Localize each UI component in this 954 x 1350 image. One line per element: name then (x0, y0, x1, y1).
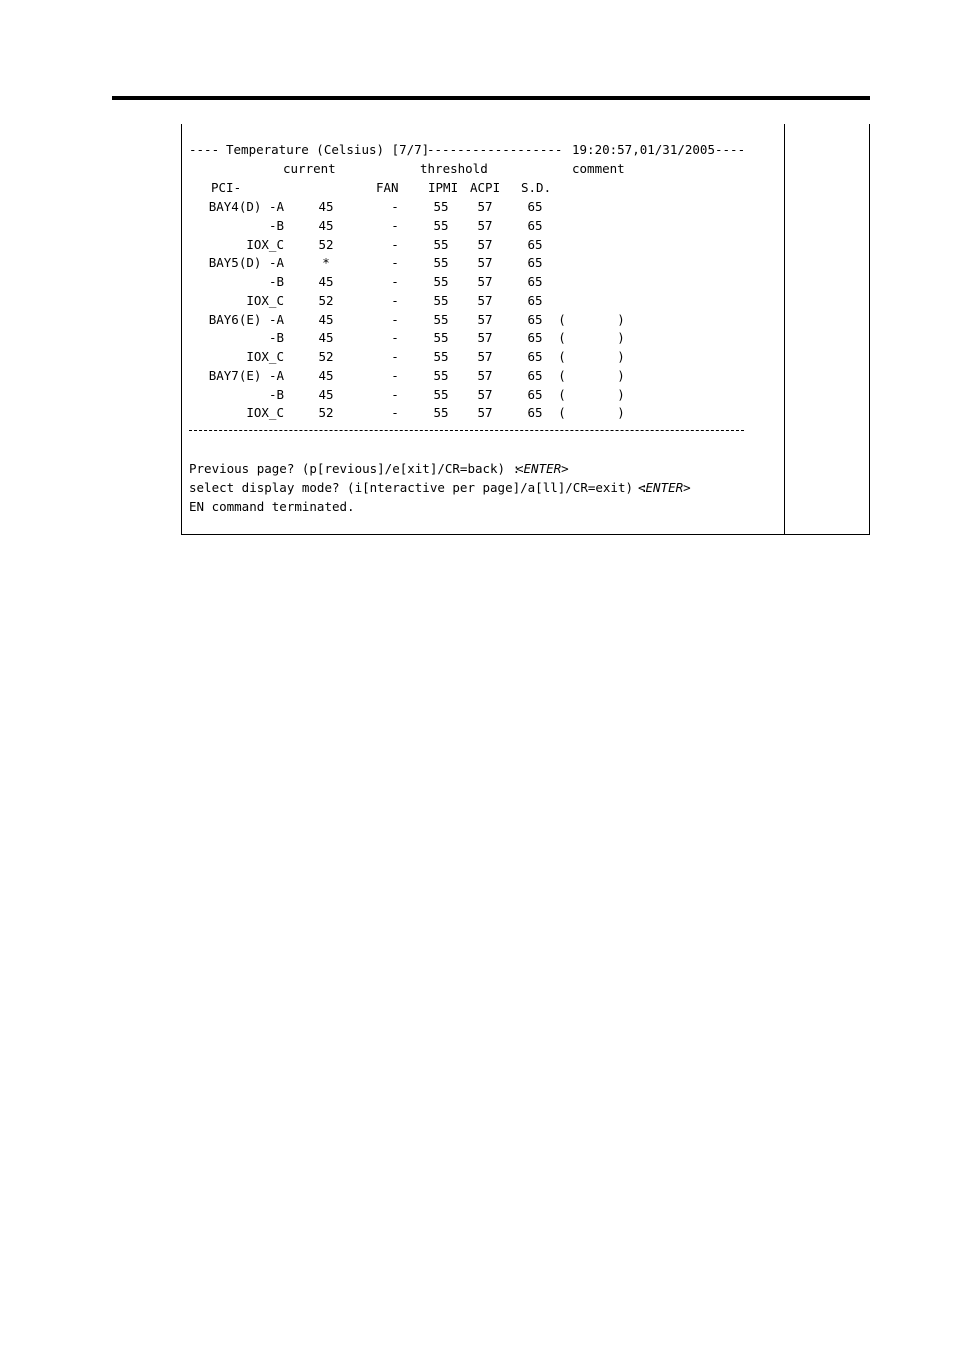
row-fan: - (391, 237, 399, 252)
row-acpi: 57 (477, 330, 493, 345)
row-acpi: 57 (477, 349, 493, 364)
threshold-group-header: threshold (420, 161, 488, 176)
row-fan: - (391, 218, 399, 233)
row-sd: 65 (527, 199, 543, 214)
row-fan: - (391, 330, 399, 345)
row-acpi: 57 (477, 199, 493, 214)
row-sd: 65 (527, 255, 543, 270)
row-current: 45 (318, 199, 334, 214)
row-current: 45 (318, 218, 334, 233)
row-label: -B (268, 218, 284, 233)
row-comment-open: ( (558, 405, 566, 420)
row-current: 52 (318, 237, 334, 252)
row-comment-close: ) (617, 387, 625, 402)
sd-column-header: S.D. (521, 180, 552, 195)
row-fan: - (391, 274, 399, 289)
row-current: 45 (318, 330, 334, 345)
row-label: -B (268, 274, 284, 289)
row-label: IOX_C (246, 349, 284, 364)
row-current: 45 (318, 312, 334, 327)
row-ipmi: 55 (433, 349, 449, 364)
row-comment-open: ( (558, 368, 566, 383)
section-label: PCI- (211, 180, 242, 195)
row-fan: - (391, 199, 399, 214)
row-current: 52 (318, 293, 334, 308)
header-suffix: ---- (715, 142, 746, 157)
row-acpi: 57 (477, 368, 493, 383)
row-label: BAY4(D) -A (208, 199, 284, 214)
row-acpi: 57 (477, 274, 493, 289)
row-label: BAY7(E) -A (208, 368, 284, 383)
row-ipmi: 55 (433, 199, 449, 214)
current-group-header: current (283, 161, 336, 176)
row-current: 45 (318, 274, 334, 289)
display-mode-input[interactable]: <ENTER> (638, 480, 691, 495)
row-acpi: 57 (477, 218, 493, 233)
row-sd: 65 (527, 218, 543, 233)
row-ipmi: 55 (433, 274, 449, 289)
row-acpi: 57 (477, 312, 493, 327)
row-ipmi: 55 (433, 293, 449, 308)
row-ipmi: 55 (433, 405, 449, 420)
row-sd: 65 (527, 368, 543, 383)
row-current: 45 (318, 387, 334, 402)
row-sd: 65 (527, 330, 543, 345)
display-mode-prompt: select display mode? (i[nteractive per page]/a[ll]/CR=exit) : (189, 480, 649, 495)
row-acpi: 57 (477, 405, 493, 420)
row-fan: - (391, 405, 399, 420)
row-sd: 65 (527, 312, 543, 327)
acpi-column-header: ACPI (470, 180, 501, 195)
row-sd: 65 (527, 274, 543, 289)
timestamp: 19:20:57,01/31/2005 (572, 142, 715, 157)
row-fan: - (391, 255, 399, 270)
row-comment-close: ) (617, 312, 625, 327)
row-sd: 65 (527, 387, 543, 402)
row-sd: 65 (527, 237, 543, 252)
row-fan: - (391, 293, 399, 308)
table-divider (189, 430, 744, 431)
row-ipmi: 55 (433, 312, 449, 327)
row-comment-open: ( (558, 330, 566, 345)
row-fan: - (391, 368, 399, 383)
row-sd: 65 (527, 293, 543, 308)
side-column (783, 124, 870, 535)
row-current: * (322, 255, 330, 270)
row-label: IOX_C (246, 237, 284, 252)
row-ipmi: 55 (433, 237, 449, 252)
row-fan: - (391, 349, 399, 364)
row-acpi: 57 (477, 237, 493, 252)
row-ipmi: 55 (433, 218, 449, 233)
row-label: -B (268, 387, 284, 402)
row-comment-close: ) (617, 405, 625, 420)
row-comment-close: ) (617, 349, 625, 364)
row-comment-close: ) (617, 330, 625, 345)
row-ipmi: 55 (433, 255, 449, 270)
ipmi-column-header: IPMI (428, 180, 459, 195)
previous-page-prompt: Previous page? (p[revious]/e[xit]/CR=back) : (189, 461, 521, 476)
row-ipmi: 55 (433, 387, 449, 402)
row-current: 52 (318, 405, 334, 420)
row-acpi: 57 (477, 255, 493, 270)
row-comment-close: ) (617, 368, 625, 383)
row-comment-open: ( (558, 312, 566, 327)
header-prefix: ---- (189, 142, 220, 157)
row-comment-open: ( (558, 387, 566, 402)
row-label: -B (268, 330, 284, 345)
row-label: IOX_C (246, 405, 284, 420)
fan-column-header: FAN (376, 180, 399, 195)
row-fan: - (391, 312, 399, 327)
row-ipmi: 55 (433, 368, 449, 383)
row-current: 52 (318, 349, 334, 364)
comment-group-header: comment (572, 161, 625, 176)
previous-page-input[interactable]: <ENTER> (516, 461, 569, 476)
row-ipmi: 55 (433, 330, 449, 345)
row-acpi: 57 (477, 387, 493, 402)
row-sd: 65 (527, 349, 543, 364)
row-sd: 65 (527, 405, 543, 420)
row-label: IOX_C (246, 293, 284, 308)
row-label: BAY5(D) -A (208, 255, 284, 270)
screen-title: Temperature (Celsius) [7/7] (226, 142, 430, 157)
row-fan: - (391, 387, 399, 402)
row-acpi: 57 (477, 293, 493, 308)
row-label: BAY6(E) -A (208, 312, 284, 327)
page-top-rule (112, 96, 870, 100)
header-dashes: ------------------ (427, 142, 563, 157)
row-comment-open: ( (558, 349, 566, 364)
terminated-message: EN command terminated. (189, 499, 355, 514)
row-current: 45 (318, 368, 334, 383)
